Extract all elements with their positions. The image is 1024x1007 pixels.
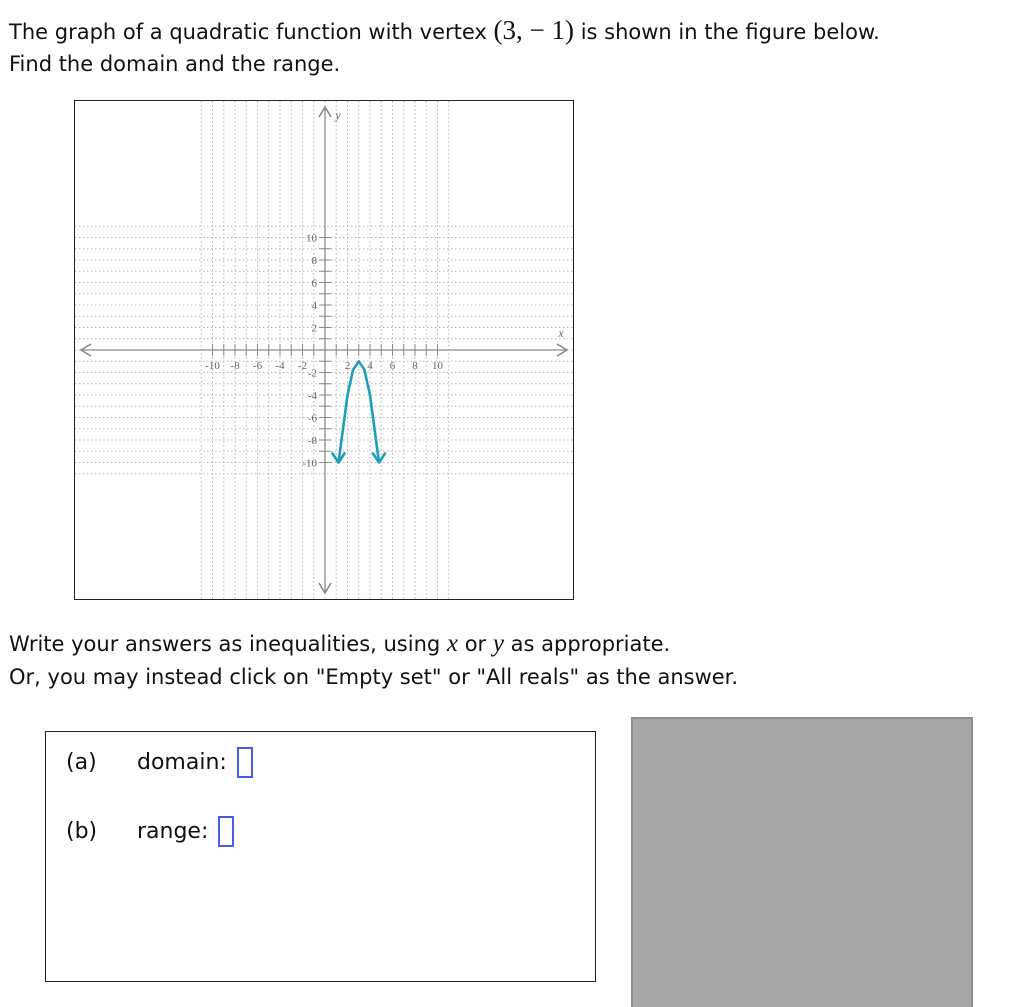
y-tick-label: -2 [307, 367, 317, 380]
range-label: range: [137, 818, 209, 844]
range-row [66, 814, 234, 848]
x-axis-label: x [558, 326, 564, 340]
y-tick-label: 6 [311, 277, 317, 290]
vertex-coordinates: (3, − 1) [493, 15, 575, 45]
x-tick-label: 10 [432, 360, 443, 372]
or-word: or [464, 632, 487, 656]
y-tick-label: -4 [307, 390, 317, 402]
question-line1-end: is shown in the figure below. [580, 20, 880, 44]
x-tick-label: -6 [252, 360, 263, 372]
y-tick-label: 2 [311, 322, 317, 335]
question-line2: Find the domain and the range. [9, 52, 341, 76]
variable-y: y [492, 630, 504, 657]
y-tick-label: -6 [307, 412, 317, 425]
parabola-curve [339, 361, 380, 462]
part-a-label: (a) [66, 749, 97, 775]
y-tick-label: -8 [307, 435, 317, 447]
domain-label: domain: [137, 749, 227, 775]
domain-input[interactable] [237, 747, 253, 778]
question-line1-start: The graph of a quadratic function with vertex [9, 20, 487, 44]
x-tick-label: 8 [412, 360, 418, 372]
x-tick-label: 4 [367, 360, 373, 372]
instructions-line1-start: Write your answers as inequalities, using [9, 632, 441, 656]
y-tick-label: 10 [306, 232, 317, 245]
domain-row [66, 745, 253, 779]
x-tick-label: -10 [205, 360, 220, 372]
x-tick-label: 6 [389, 360, 396, 372]
graph-canvas [75, 101, 573, 599]
range-input[interactable] [218, 816, 234, 847]
variable-x: x [446, 630, 459, 657]
x-tick-label: -8 [230, 360, 240, 372]
y-tick-label: 4 [311, 300, 317, 312]
x-tick-label: -2 [297, 360, 308, 372]
answer-box [45, 731, 596, 982]
instructions-line1-end: as appropriate. [510, 632, 671, 656]
parabola-graph [74, 100, 574, 600]
answer-tools-panel[interactable] [631, 717, 973, 1007]
part-b-label: (b) [66, 818, 98, 844]
x-tick-label: -4 [275, 360, 285, 372]
question-text [9, 14, 1014, 80]
y-tick-label: 8 [311, 255, 317, 267]
instructions [9, 627, 1014, 694]
x-tick-label: 2 [344, 360, 351, 372]
y-axis-label: y [335, 108, 341, 122]
instructions-line2: Or, you may instead click on "Empty set" or "All reals" as the answer. [9, 665, 739, 689]
y-tick-label: -10 [302, 457, 317, 470]
